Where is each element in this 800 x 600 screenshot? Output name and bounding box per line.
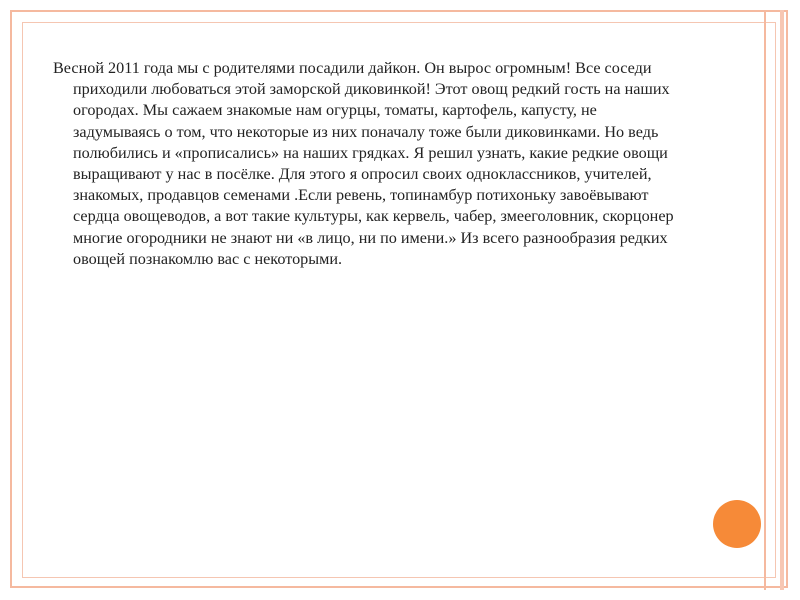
paragraph-line: выращивают у нас в посёлке. Для этого я опросил своих одноклассников, учителей, [73,165,652,184]
paragraph-line: приходили любоваться этой заморской диковинкой! Этот овощ редкий гость на наших [73,80,670,99]
right-decor-bar-wide [780,10,784,590]
paragraph-line: полюбились и «прописались» на наших грядках. Я решил узнать, какие редкие овощи [73,143,668,162]
paragraph-line: овощей познакомлю вас с некоторыми. [73,249,343,268]
body-paragraph [53,58,753,270]
paragraph-line: Весной 2011 года мы с родителями посадили дайкон. Он вырос огромным! Все соседи [53,59,652,77]
paragraph-line: сердца овощеводов, а вот такие культуры, как кервель, чабер, змееголовник, скорцонер [73,207,674,226]
paragraph-line: задумываясь о том, что некоторые из них поначалу тоже были диковинками. Но ведь [73,122,659,141]
right-decor-bar [764,10,766,590]
orange-circle-decoration [713,500,761,548]
paragraph-line: огородах. Мы сажаем знакомые нам огурцы, томаты, картофель, капусту, не [73,101,597,120]
paragraph-line: знакомых, продавцов семенами .Если ревень, топинамбур потихоньку завоёвывают [73,186,649,205]
paragraph-line: многие огородники не знают ни «в лицо, ни по имени.» Из всего разнообразия редких [73,228,668,247]
